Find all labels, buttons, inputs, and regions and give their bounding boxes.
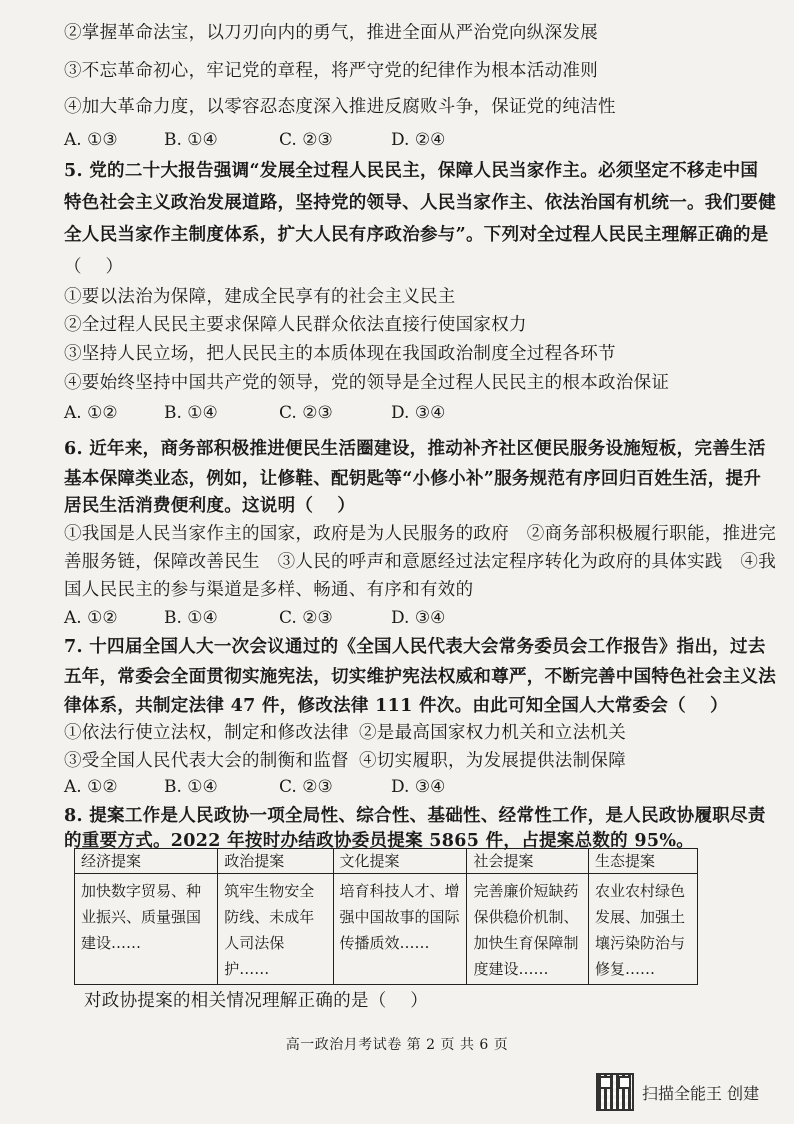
cell-culture: 培育科技人才、增强中国故事的国际传播质效…… <box>333 874 467 985</box>
q6-stem-2: 基本保障类业态，例如，让修鞋、配钥匙等“小修小补”服务规范有序回归百姓生活，提升 <box>64 469 762 489</box>
q5-choices <box>64 402 445 424</box>
q7-choices <box>64 776 445 798</box>
choice-c: C. ②③ <box>279 608 333 628</box>
q5-stem-2: 特色社会主义政治发展道路，坚持党的领导、人民当家作主、依法治国有机统一。我们要健 <box>64 193 776 213</box>
choice-d: D. ③④ <box>391 777 446 797</box>
scanner-watermark <box>596 1074 759 1110</box>
q6-options-1: ①我国是人民当家作主的国家，政府是为人民服务的政府 ②商务部积极履行职能，推进完 <box>64 524 776 544</box>
q7-option-4: ④切实履职，为发展提供法制保障 <box>359 751 626 771</box>
header-ecology: 生态提案 <box>588 849 697 874</box>
header-society: 社会提案 <box>467 849 588 874</box>
q5-answer-blank: （ ） <box>64 257 124 277</box>
q8-question: 对政协提案的相关情况理解正确的是（ ） <box>84 991 429 1011</box>
cell-ecology: 农业农村绿色发展、加强土壤污染防治与修复…… <box>588 874 697 985</box>
header-economy: 经济提案 <box>75 849 218 874</box>
cell-politics: 筑牢生物安全防线、未成年人司法保护…… <box>218 874 333 985</box>
q5-option-2: ②全过程人民民主要求保障人民群众依法直接行使国家权力 <box>64 315 527 335</box>
table-header-row <box>75 849 698 874</box>
q7-option-3: ③受全国人民代表大会的制衡和监督 <box>64 751 349 771</box>
q6-choices <box>64 607 445 629</box>
q5-option-3: ③坚持人民立场，把人民民主的本质体现在我国政治制度全过程各环节 <box>64 344 616 364</box>
choice-c: C. ②③ <box>279 403 333 423</box>
choice-a: A. ①③ <box>64 130 118 150</box>
choice-c: C. ②③ <box>279 130 333 150</box>
table-row <box>75 874 698 985</box>
proposals-table <box>74 848 698 985</box>
q4-choices <box>64 129 445 151</box>
q6-stem-3: 居民生活消费便利度。这说明（ ） <box>64 496 356 516</box>
q8-stem-1: 8. 提案工作是人民政协一项全局性、综合性、基础性、经常性工作，是人民政协履职尽责 <box>64 806 766 826</box>
q4-option-2: ②掌握革命法宝，以刀刃向内的勇气，推进全面从严治党向纵深发展 <box>64 23 598 43</box>
q7-option-1: ①依法行使立法权，制定和修改法律 <box>64 723 349 743</box>
q8-stem-2: 的重要方式。2022 年按时办结政协委员提案 5865 件，占提案总数的 95%。 <box>64 831 695 851</box>
watermark-text: 扫描全能王 创建 <box>642 1083 760 1103</box>
q5-stem-3: 全人民当家作主制度体系，扩大人民有序政治参与”。下列对全过程人民民主理解正确的是 <box>64 225 769 245</box>
choice-c: C. ②③ <box>279 777 333 797</box>
page-footer: 高一政治月考试卷 第 2 页 共 6 页 <box>285 1037 509 1053</box>
q7-option-2: ②是最高国家权力机关和立法机关 <box>359 723 626 743</box>
q7-stem-2: 五年，常委会全面贯彻实施宪法，切实维护宪法权威和尊严，不断完善中国特色社会主义法 <box>64 667 776 687</box>
choice-d: D. ③④ <box>391 403 446 423</box>
choice-b: B. ①④ <box>164 403 218 423</box>
choice-d: D. ②④ <box>391 130 446 150</box>
choice-b: B. ①④ <box>164 130 218 150</box>
q4-option-3: ③不忘革命初心，牢记党的章程，将严守党的纪律作为根本活动准则 <box>64 61 598 81</box>
cell-society: 完善廉价短缺药保供稳价机制、加快生育保障制度建设…… <box>467 874 588 985</box>
header-politics: 政治提案 <box>218 849 333 874</box>
q7-stem-1: 7. 十四届全国人大一次会议通过的《全国人民代表大会常务委员会工作报告》指出，过去 <box>64 637 766 657</box>
choice-a: A. ①② <box>64 608 118 628</box>
choice-b: B. ①④ <box>164 608 218 628</box>
choice-b: B. ①④ <box>164 777 218 797</box>
q5-option-1: ①要以法治为保障，建成全民享有的社会主义民主 <box>64 287 456 307</box>
cell-economy: 加快数字贸易、种业振兴、质量强国建设…… <box>75 874 218 985</box>
q6-stem-1: 6. 近年来，商务部积极推进便民生活圈建设，推动补齐社区便民服务设施短板，完善生活 <box>64 439 766 459</box>
q6-options-3: 国人民民主的参与渠道是多样、畅通、有序和有效的 <box>64 580 474 600</box>
q5-option-4: ④要始终坚持中国共产党的领导，党的领导是全过程人民民主的根本政治保证 <box>64 373 670 393</box>
choice-a: A. ①② <box>64 403 118 423</box>
q7-stem-3: 律体系，共制定法律 47 件，修改法律 111 件次。由此可知全国人大常委会（ ） <box>64 696 728 716</box>
qr-code-icon <box>596 1073 634 1111</box>
choice-d: D. ③④ <box>391 608 446 628</box>
q4-option-4: ④加大革命力度，以零容忍态度深入推进反腐败斗争，保证党的纯洁性 <box>64 97 616 117</box>
choice-a: A. ①② <box>64 777 118 797</box>
q5-stem-1: 5. 党的二十大报告强调“发展全过程人民民主，保障人民当家作主。必须坚定不移走中国 <box>64 161 759 181</box>
header-culture: 文化提案 <box>333 849 467 874</box>
q6-options-2: 善服务链，保障改善民生 ③人民的呼声和意愿经过法定程序转化为政府的具体实践 ④我 <box>64 552 776 572</box>
